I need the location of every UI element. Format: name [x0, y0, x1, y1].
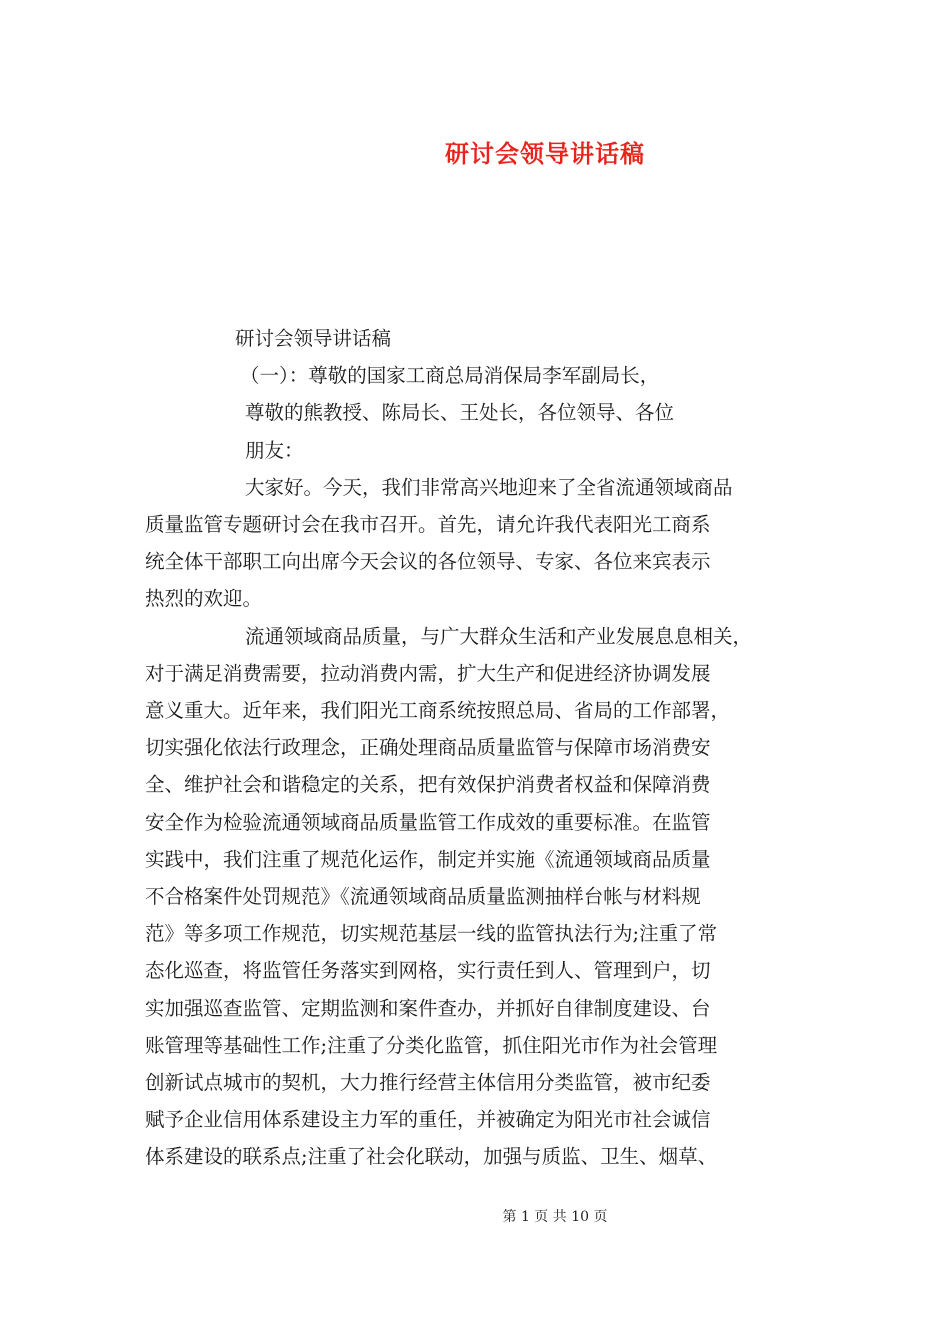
paragraph-line: 切实强化依法行政理念，正确处理商品质量监管与保障市场消费安 — [145, 736, 711, 760]
paragraph-line: 安全作为检验流通领域商品质量监管工作成效的重要标准。在监管 — [145, 810, 711, 834]
paragraph-line: 实践中，我们注重了规范化运作，制定并实施《流通领域商品质量 — [145, 847, 711, 871]
paragraph-line: 不合格案件处罚规范》《流通领域商品质量监测抽样台帐与材料规 — [145, 885, 701, 909]
paragraph-line: 对于满足消费需要，拉动消费内需，扩大生产和促进经济协调发展 — [145, 661, 711, 685]
paragraph-line: 态化巡查，将监管任务落实到网格，实行责任到人、管理到户，切 — [145, 959, 711, 983]
paragraph-line: 赋予企业信用体系建设主力军的重任，并被确定为阳光市社会诚信 — [145, 1108, 711, 1132]
paragraph-line: 全、维护社会和谐稳定的关系，把有效保护消费者权益和保障消费 — [145, 773, 711, 797]
paragraph-line: 体系建设的联系点;注重了社会化联动，加强与质监、卫生、烟草、 — [145, 1145, 718, 1169]
paragraph-line: 范》等多项工作规范，切实规范基层一线的监管执法行为;注重了常 — [145, 922, 718, 946]
paragraph-line: 统全体干部职工向出席今天会议的各位领导、专家、各位来宾表示 — [145, 550, 711, 574]
paragraph-line: 质量监管专题研讨会在我市召开。首先，请允许我代表阳光工商系 — [145, 513, 711, 537]
paragraph-line: 实加强巡查监管、定期监测和案件查办，并抓好自律制度建设、台 — [145, 996, 711, 1020]
paragraph-line: 热烈的欢迎。 — [145, 587, 263, 611]
document-body — [145, 320, 825, 1176]
salutation-line: 朋友： — [245, 438, 304, 462]
document-title: 研讨会领导讲话稿 — [445, 139, 645, 168]
salutation-line: 尊敬的熊教授、陈局长、王处长，各位领导、各位 — [245, 401, 675, 425]
salutation-line: （一）：尊敬的国家工商总局消保局李军副局长， — [240, 364, 660, 388]
paragraph-line: 大家好。今天，我们非常高兴地迎来了全省流通领域商品 — [245, 475, 733, 499]
paragraph-line: 创新试点城市的契机，大力推行经营主体信用分类监管，被市纪委 — [145, 1071, 711, 1095]
page-number-footer: 第 1 页 共 10 页 — [502, 1209, 608, 1225]
paragraph-line: 意义重大。近年来，我们阳光工商系统按照总局、省局的工作部署， — [145, 699, 731, 723]
document-subtitle: 研讨会领导讲话稿 — [235, 327, 392, 350]
paragraph-line: 流通领域商品质量，与广大群众生活和产业发展息息相关， — [245, 624, 753, 648]
paragraph-line: 账管理等基础性工作;注重了分类化监管，抓住阳光市作为社会管理 — [145, 1033, 718, 1057]
